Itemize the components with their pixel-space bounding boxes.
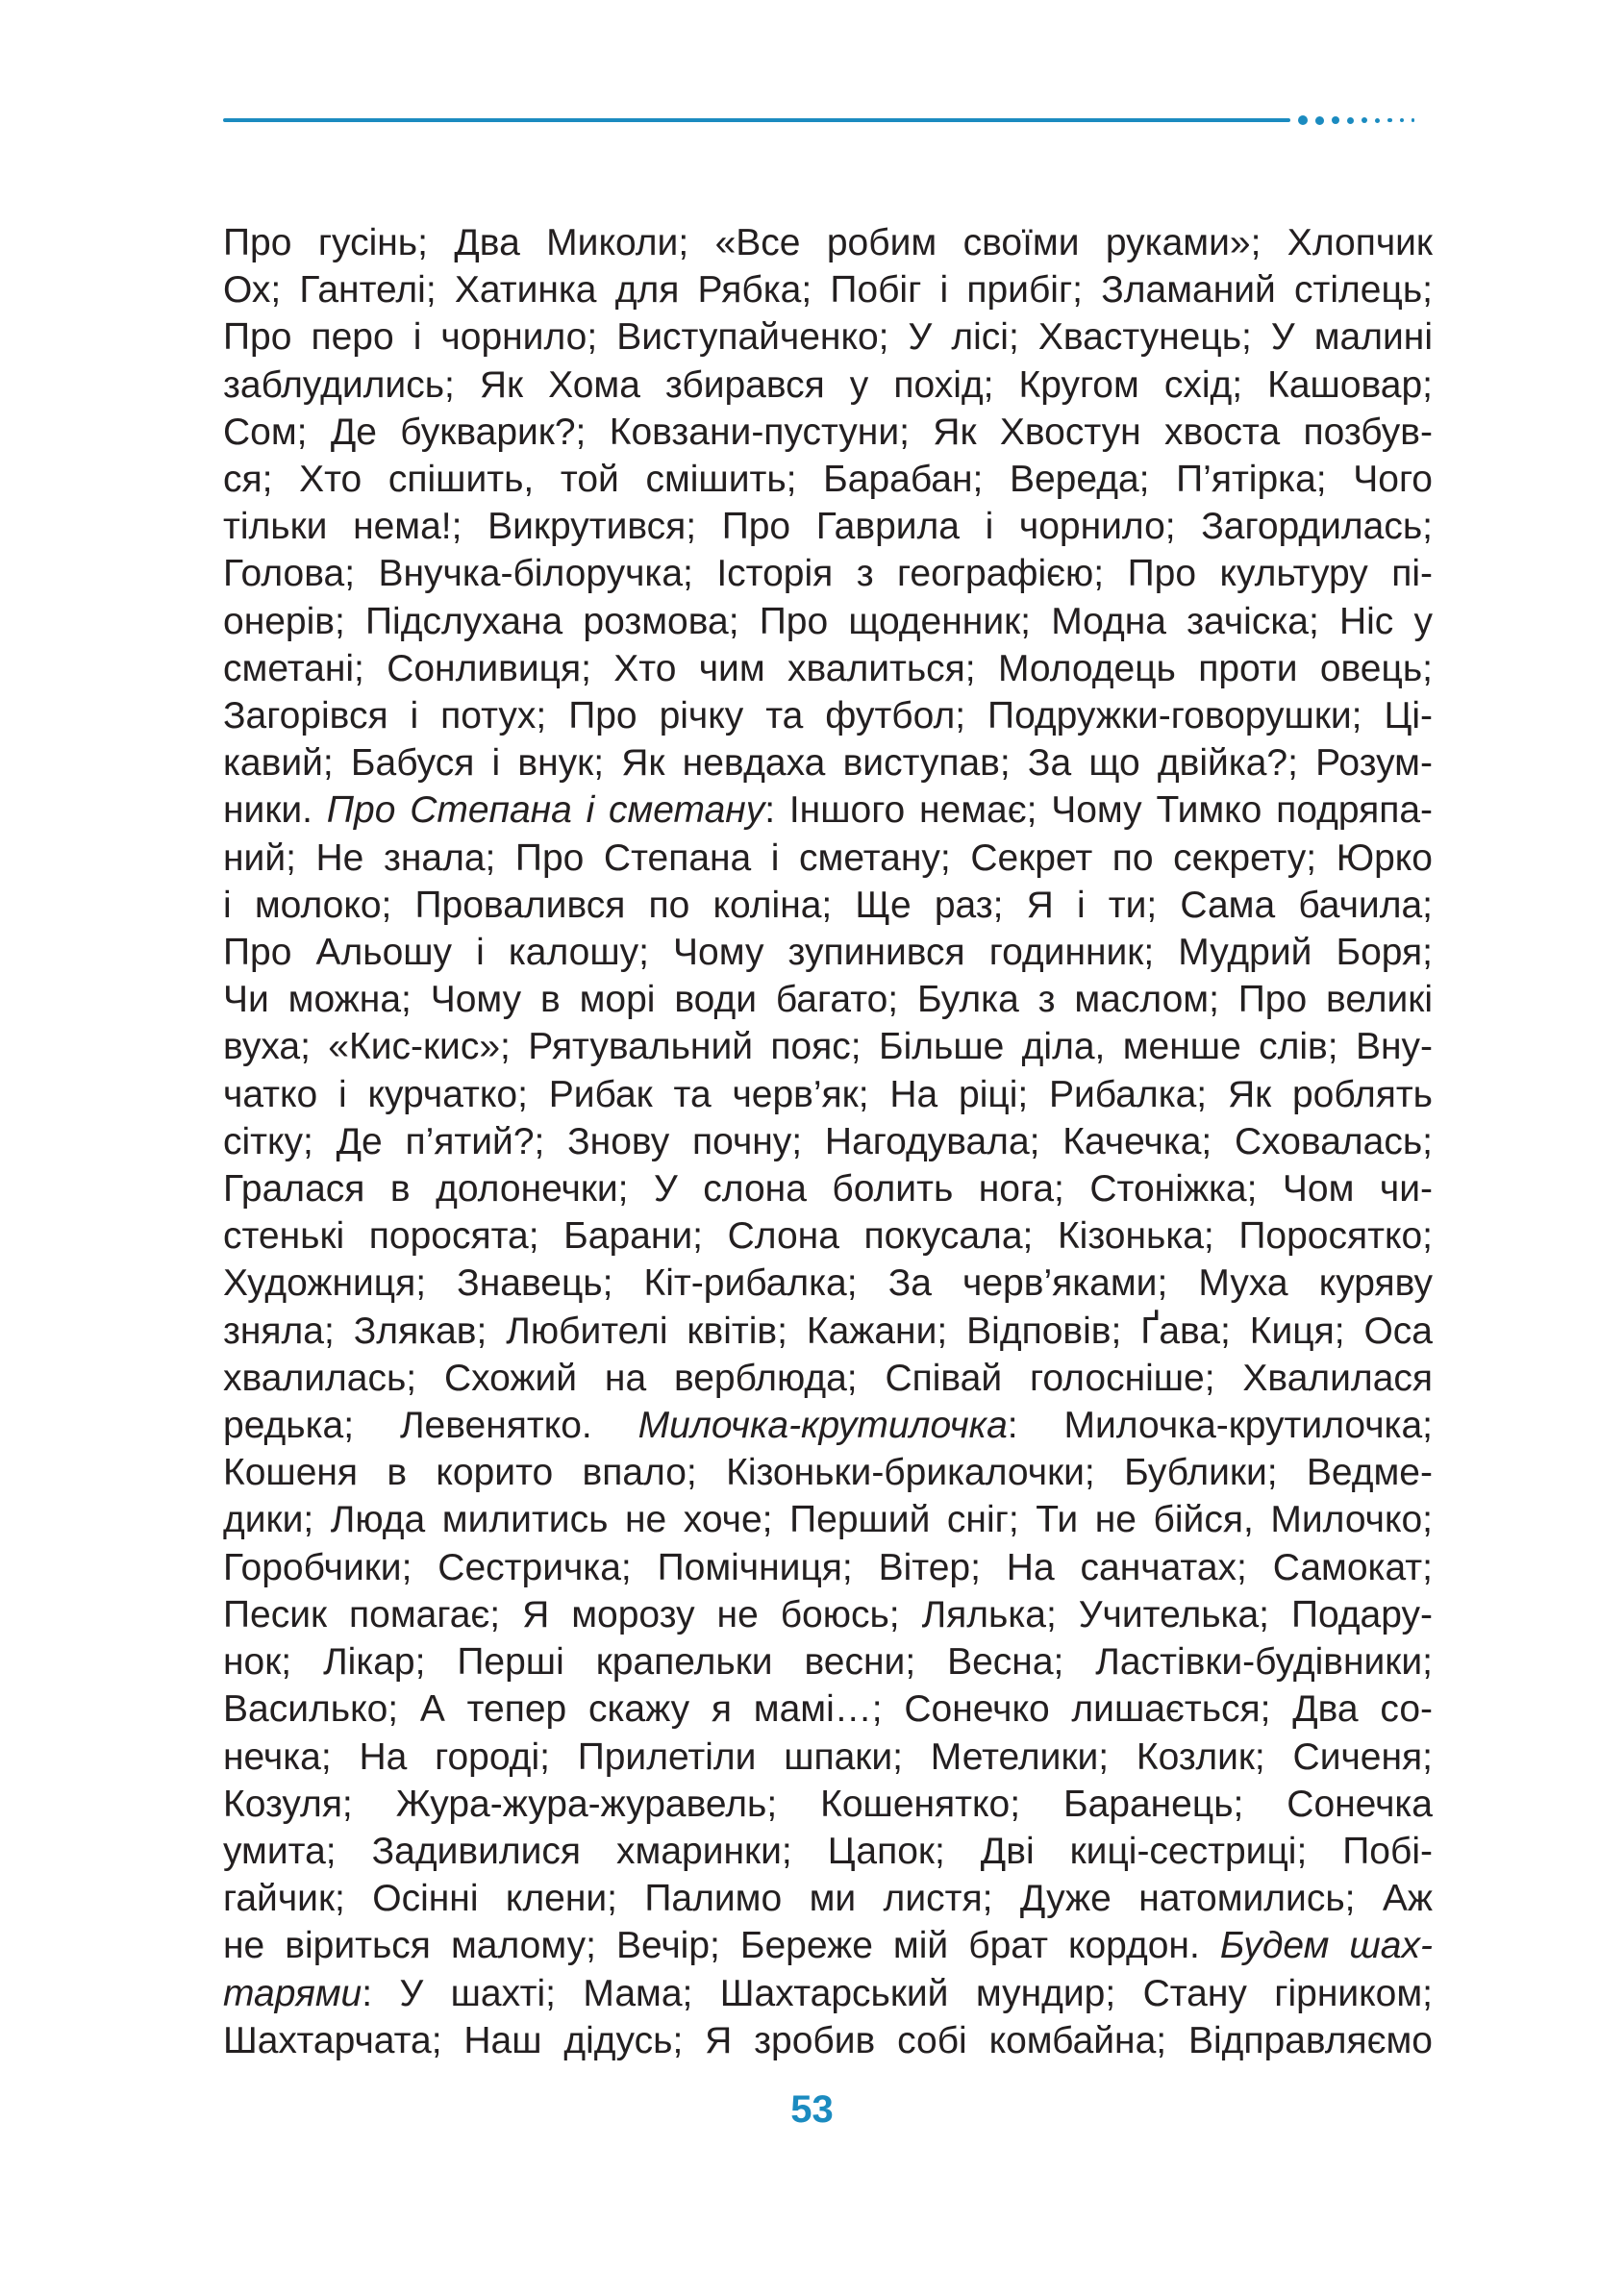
text-line <box>223 2017 1433 2064</box>
text-line <box>223 929 1433 976</box>
text-run: нок; Лікар; Перші крапельки весни; Весна; Ластівки-будівники; <box>223 1641 1433 1684</box>
text-run: Чи можна; Чому в морі води багато; Булка з маслом; Про великі <box>223 979 1433 1021</box>
text-line <box>223 1638 1433 1685</box>
text-line <box>223 1544 1433 1591</box>
header-rule <box>223 118 1290 122</box>
text-run: сітку; Де п’ятий?; Знову почну; Нагодувала; Качечка; Сховалась; <box>223 1120 1433 1162</box>
text-line <box>223 1496 1433 1543</box>
header-dot <box>1298 115 1308 125</box>
text-line <box>223 835 1433 882</box>
text-line <box>223 1970 1433 2017</box>
text-line <box>223 503 1433 550</box>
text-run: Гралася в долонечки; У слона болить нога; Стоніжка; Чом чи- <box>223 1168 1433 1211</box>
text-line <box>223 1402 1433 1449</box>
text-run: Про Альошу і калошу; Чому зупинився годинник; Мудрий Боря; <box>223 932 1433 974</box>
text-run: нечка; На городі; Прилетіли шпаки; Метелики; Козлик; Сиченя; <box>223 1735 1433 1778</box>
text-run: хвалилась; Схожий на верблюда; Співай голосніше; Хвалилася <box>223 1357 1433 1399</box>
text-run: і молоко; Провалився по коліна; Ще раз; Я і ти; Сама бачила; <box>223 884 1433 926</box>
text-run: редька; Левенятко. <box>223 1405 638 1447</box>
text-line <box>223 313 1433 361</box>
text-run: : Іншого немає; Чому Тимко подряпа- <box>764 789 1433 832</box>
text-run: онерів; Підслухана розмова; Про щоденник; Модна зачіска; Ніс у <box>223 600 1433 642</box>
text-run: дики; Люда милитись не хоче; Перший сніг; Ти не бійся, Милочко; <box>223 1499 1433 1541</box>
header-dot <box>1387 118 1392 123</box>
text-line <box>223 692 1433 739</box>
text-line <box>223 1449 1433 1496</box>
text-line <box>223 456 1433 503</box>
text-line <box>223 1875 1433 1922</box>
header-dot <box>1315 116 1324 125</box>
text-run: кавий; Бабуся і внук; Як невдаха виступав; За що двійка?; Розум- <box>223 742 1433 785</box>
text-run: заблудились; Як Хома збирався у похід; Кругом схід; Кашовар; <box>223 363 1433 406</box>
header-dots <box>1298 113 1433 127</box>
text-run: Козуля; Жура-жура-журавель; Кошенятко; Баранець; Сонечка <box>223 1783 1433 1825</box>
text-run: умита; Задивилися хмаринки; Цапок; Дві киці-сестриці; Побі- <box>223 1830 1433 1872</box>
text-line <box>223 1308 1433 1355</box>
page-number: 53 <box>790 2088 834 2131</box>
text-line <box>223 1071 1433 1118</box>
text-run: не віриться малому; Вечір; Береже мій брат кордон. <box>223 1925 1220 1967</box>
text-line <box>223 645 1433 692</box>
text-line <box>223 1023 1433 1070</box>
text-line <box>223 266 1433 313</box>
text-run: вуха; «Кис-кис»; Рятувальний пояс; Більше діла, менше слів; Вну- <box>223 1026 1433 1068</box>
italic-title: Про Степана і сметану <box>326 789 765 832</box>
text-line <box>223 550 1433 597</box>
body-text <box>223 219 1433 2064</box>
text-line <box>223 409 1433 456</box>
text-line <box>223 1355 1433 1402</box>
text-line <box>223 1260 1433 1307</box>
text-run: гайчик; Осінні клени; Палимо ми листя; Дуже натомились; Аж <box>223 1878 1433 1920</box>
text-run: Про перо і чорнило; Виступайченко; У лісі; Хвастунець; У малині <box>223 316 1433 359</box>
text-run: Голова; Внучка-білоручка; Історія з географією; Про культуру пі- <box>223 553 1433 595</box>
text-run: : У шахті; Мама; Шахтарський мундир; Стану гірником; <box>362 1972 1433 2014</box>
text-line <box>223 1734 1433 1781</box>
text-line <box>223 1828 1433 1875</box>
text-run: зняла; Злякав; Любителі квітів; Кажани; Відповів; Ґава; Киця; Оса <box>223 1310 1433 1352</box>
text-run: стенькі поросята; Барани; Слона покусала; Кізонька; Поросятко; <box>223 1215 1433 1258</box>
text-line <box>223 598 1433 645</box>
text-run: Сом; Де букварик?; Ковзани-пустуни; Як Хвостун хвоста позбув- <box>223 411 1433 453</box>
text-run: Ох; Гантелі; Хатинка для Рябка; Побіг і прибіг; Зламаний стілець; <box>223 269 1433 312</box>
text-line <box>223 882 1433 929</box>
text-run: Кошеня в корито впало; Кізоньки-брикалочки; Бублики; Ведме- <box>223 1452 1433 1494</box>
header-dot <box>1332 116 1339 124</box>
text-run: Художниця; Знавець; Кіт-рибалка; За черв’яками; Муха куряву <box>223 1262 1433 1305</box>
text-line <box>223 1685 1433 1733</box>
text-run: сметані; Сонливиця; Хто чим хвалиться; Молодець проти овець; <box>223 647 1433 689</box>
header-dot <box>1400 118 1404 122</box>
text-line <box>223 1781 1433 1828</box>
text-run: Песик помагає; Я морозу не боюсь; Лялька; Учителька; Подару- <box>223 1593 1433 1635</box>
text-line <box>223 1165 1433 1212</box>
italic-title: тарями <box>223 1972 362 2014</box>
text-run: чатко і курчатко; Рибак та черв’як; На ріці; Рибалка; Як роблять <box>223 1073 1433 1115</box>
text-line <box>223 1922 1433 1969</box>
text-run: ний; Не знала; Про Степана і сметану; Секрет по секрету; Юрко <box>223 836 1433 879</box>
text-line <box>223 976 1433 1023</box>
header-dot <box>1347 117 1354 124</box>
text-line <box>223 739 1433 786</box>
text-run: Про гусінь; Два Миколи; «Все робим своїми руками»; Хлопчик <box>223 222 1433 263</box>
italic-title: Милочка-крутилочка <box>637 1405 1008 1447</box>
text-line <box>223 362 1433 409</box>
header-dot <box>1412 118 1415 122</box>
text-run: тільки нема!; Викрутився; Про Гаврила і чорнило; Загордилась; <box>223 506 1433 548</box>
text-line <box>223 1591 1433 1638</box>
italic-title: Будем шах- <box>1219 1925 1433 1967</box>
text-line <box>223 786 1433 834</box>
text-run: Василько; А тепер скажу я мамі…; Сонечко лишається; Два со- <box>223 1688 1433 1731</box>
text-run: ся; Хто спішить, той смішить; Барабан; Вереда; П’ятірка; Чого <box>223 459 1433 501</box>
text-line <box>223 1118 1433 1165</box>
text-run: Горобчики; Сестричка; Помічниця; Вітер; На санчатах; Самокат; <box>223 1546 1433 1588</box>
header-dot <box>1362 117 1367 123</box>
text-run: Шахтарчата; Наш дідусь; Я зробив собі комбайна; Відправляємо <box>223 2019 1433 2061</box>
text-run: ники. <box>223 789 327 832</box>
text-run: Загорівся і потух; Про річку та футбол; Подружки-говорушки; Ці- <box>223 695 1433 737</box>
text-line <box>223 1212 1433 1260</box>
text-run: : Милочка-крутилочка; <box>1007 1405 1433 1447</box>
text-line <box>223 219 1433 266</box>
header-dot <box>1375 118 1380 123</box>
